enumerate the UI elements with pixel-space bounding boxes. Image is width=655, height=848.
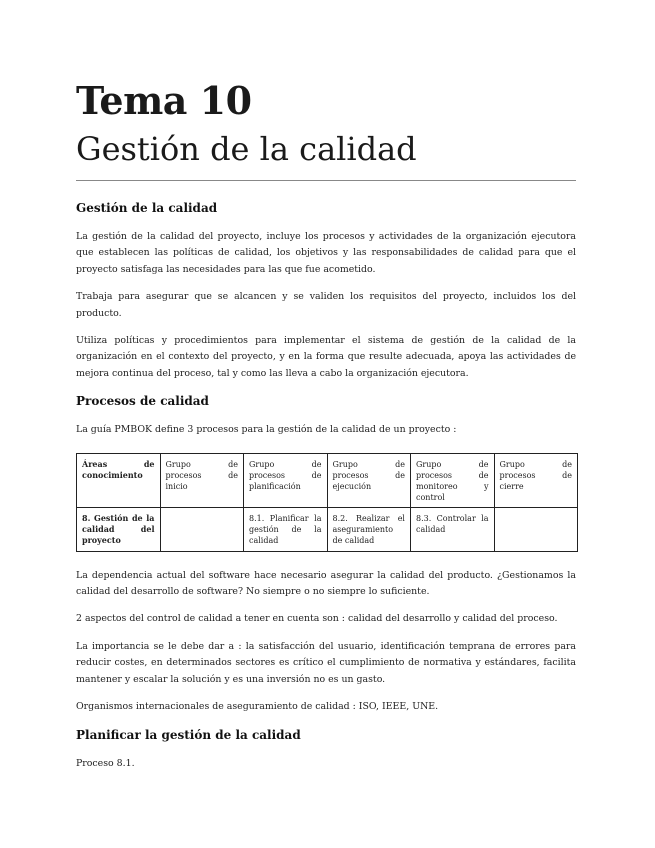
section-heading-gestion: Gestión de la calidad <box>76 201 218 215</box>
table-row <box>77 507 578 551</box>
table-cell: 8.2. Realizar el aseguramiento de calidad <box>327 507 411 551</box>
table-header-cell: Grupo de procesos de inicio <box>160 453 244 507</box>
paragraph: Proceso 8.1. <box>76 757 135 769</box>
section-heading-planificar: Planificar la gestión de la calidad <box>76 727 301 742</box>
paragraph: La dependencia actual del software hace necesario asegurar la calidad del producto. ¿Gestionamos la calidad del desarrollo de software? No siempre o no siempre lo suficiente. <box>76 569 576 598</box>
section-heading-procesos: Procesos de calidad <box>76 394 209 409</box>
table-header-cell: Grupo de procesos de ejecución <box>327 453 411 507</box>
table-cell: 8.3. Controlar la calidad <box>411 507 495 551</box>
table-header-cell: Grupo de procesos de cierre <box>494 453 578 507</box>
table-cell: 8.1. Planificar la gestión de la calidad <box>244 507 328 551</box>
chapter-title: Gestión de la calidad <box>76 130 417 168</box>
paragraph: Organismos internacionales de aseguramiento de calidad : ISO, IEEE, UNE. <box>76 701 439 713</box>
paragraph: La guía PMBOK define 3 procesos para la gestión de la calidad de un proyecto : <box>76 424 457 436</box>
process-groups-table <box>76 453 578 552</box>
paragraph: 2 aspectos del control de calidad a tener en cuenta son : calidad del desarrollo y calidad del proceso. <box>76 613 558 625</box>
table-header-cell: Grupo de procesos de monitoreo y control <box>411 453 495 507</box>
content-flow <box>76 200 576 783</box>
table-cell <box>160 507 244 551</box>
table-header-cell: Grupo de procesos de planificación <box>244 453 328 507</box>
table-header-row <box>77 453 578 507</box>
paragraph: La importancia se le debe dar a : la satisfacción del usuario, identificación temprana de errores para reducir costes, en determinados sectores es crítico el cumplimiento de normativa y estándares, facilita mantener y escalar la solución y es una inversión no es un gasto. <box>76 640 576 685</box>
paragraph: Trabaja para asegurar que se alcancen y se validen los requisitos del proyecto, incluidos los del producto. <box>76 291 576 319</box>
title-divider <box>76 180 576 181</box>
chapter-number: Tema 10 <box>76 78 252 123</box>
paragraph: La gestión de la calidad del proyecto, incluye los procesos y actividades de la organización ejecutora que establecen las políticas de calidad, los objetivos y las responsabilidades de calidad para que el proyecto satisfaga las necesidades para las que fue acometido. <box>76 231 576 275</box>
table-header-cell: Áreas de conocimiento <box>77 453 161 507</box>
table-cell <box>494 507 578 551</box>
paragraph: Utiliza políticas y procedimientos para implementar el sistema de gestión de la calidad de la organización en el contexto del proyecto, y en la forma que resulte adecuada, apoya las actividades de mejora continua del proceso, tal y como las lleva a cabo la organización ejecutora. <box>76 335 576 379</box>
table-cell: 8. Gestión de la calidad del proyecto <box>77 507 161 551</box>
